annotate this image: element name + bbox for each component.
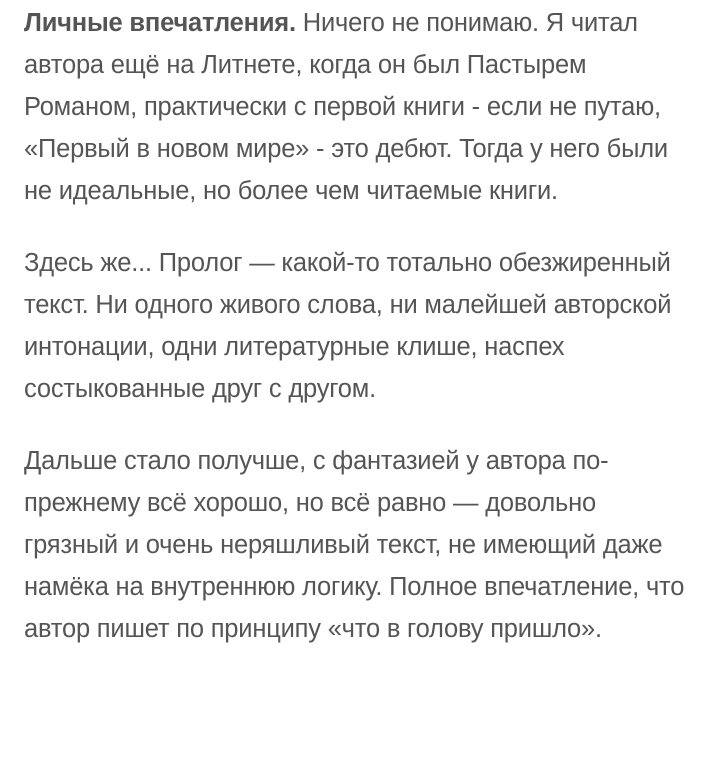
paragraph-2: Здесь же... Пролог — какой-то тотально обезжиренный текст. Ни одного живого слова, ни малейшей авторской интонации, одни литературные клише, наспех состыкованные друг с другом. — [24, 249, 672, 403]
section-heading: Личные впечатления. — [24, 9, 296, 37]
paragraph-1-text: Ничего не понимаю. Я читал автора ещё на Литнете, когда он был Пастырем Романом, практически с первой книги - если не путаю, «Первый в новом мире» - это дебют. Тогда у него были не идеальные, но более чем читаемые книги. — [24, 9, 668, 205]
paragraph-3: Дальше стало получше, с фантазией у автора по-прежнему всё хорошо, но всё равно — довольно грязный и очень неряшливый текст, не имеющий даже намёка на внутреннюю логику. Полное впечатление, что автор пишет по принципу «что в голову пришло». — [24, 447, 685, 643]
paragraph-1 — [24, 2, 696, 212]
